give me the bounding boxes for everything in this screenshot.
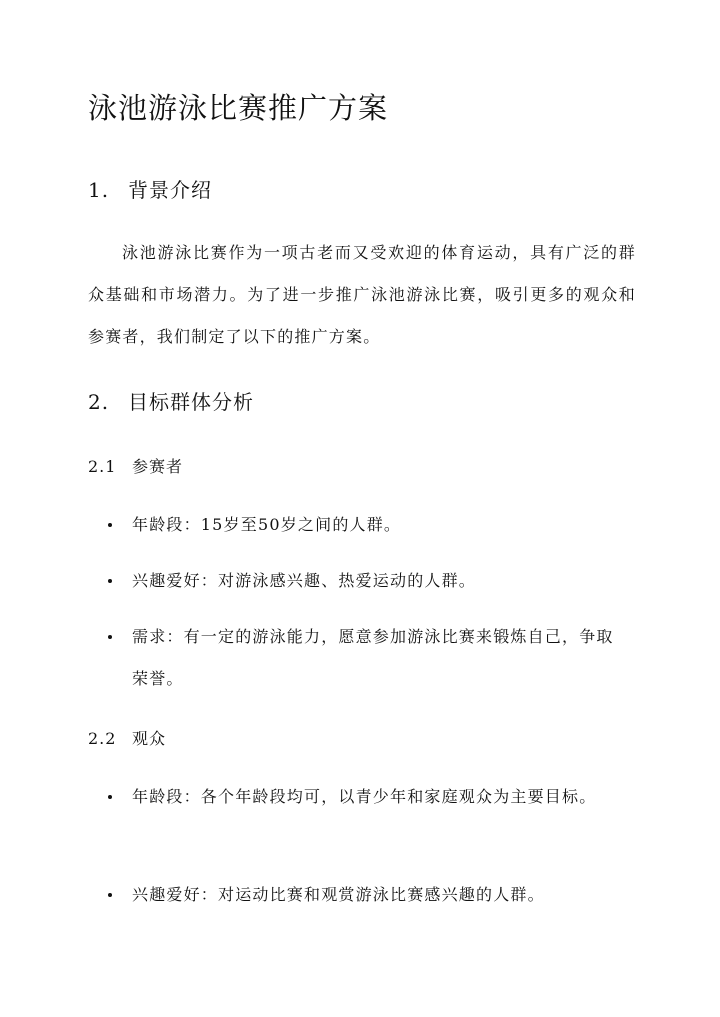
subsection-heading-audience [88, 727, 166, 751]
list-item-text: 兴趣爱好：对运动比赛和观赏游泳比赛感兴趣的人群。 [132, 885, 545, 904]
document-title: 泳池游泳比赛推广方案 [88, 91, 389, 125]
list-item [108, 874, 628, 916]
bullet-icon [108, 893, 112, 897]
subsection-number: 2.2 [88, 729, 117, 748]
section-number: 2. [88, 390, 110, 414]
list-item-text: 年龄段：各个年龄段均可，以青少年和家庭观众为主要目标。 [132, 787, 597, 806]
list-item-text: 需求：有一定的游泳能力，愿意参加游泳比赛来锻炼自己，争取荣誉。 [132, 627, 614, 688]
list-item-text: 兴趣爱好：对游泳感兴趣、热爱运动的人群。 [132, 571, 477, 590]
section-heading-target-groups [88, 388, 254, 416]
bullet-icon [108, 523, 112, 527]
subsection-title: 观众 [132, 729, 167, 748]
subsection-title: 参赛者 [132, 457, 184, 476]
subsection-number: 2.1 [88, 457, 117, 476]
subsection-heading-participants [88, 455, 183, 479]
section-number: 1. [88, 178, 110, 202]
background-paragraph: 泳池游泳比赛作为一项古老而又受欢迎的体育运动，具有广泛的群众基础和市场潜力。为了进一步推广泳池游泳比赛，吸引更多的观众和参赛者，我们制定了以下的推广方案。 [88, 243, 636, 346]
list-item [108, 560, 628, 602]
list-item-text: 年龄段：15岁至50岁之间的人群。 [132, 515, 402, 534]
bullet-icon [108, 795, 112, 799]
bullet-icon [108, 635, 112, 639]
list-item [108, 776, 628, 818]
list-item [108, 504, 628, 546]
section-title: 目标群体分析 [128, 390, 254, 414]
section-heading-background [88, 176, 212, 204]
bullet-icon [108, 579, 112, 583]
section-title: 背景介绍 [128, 178, 212, 202]
list-item [108, 616, 628, 700]
